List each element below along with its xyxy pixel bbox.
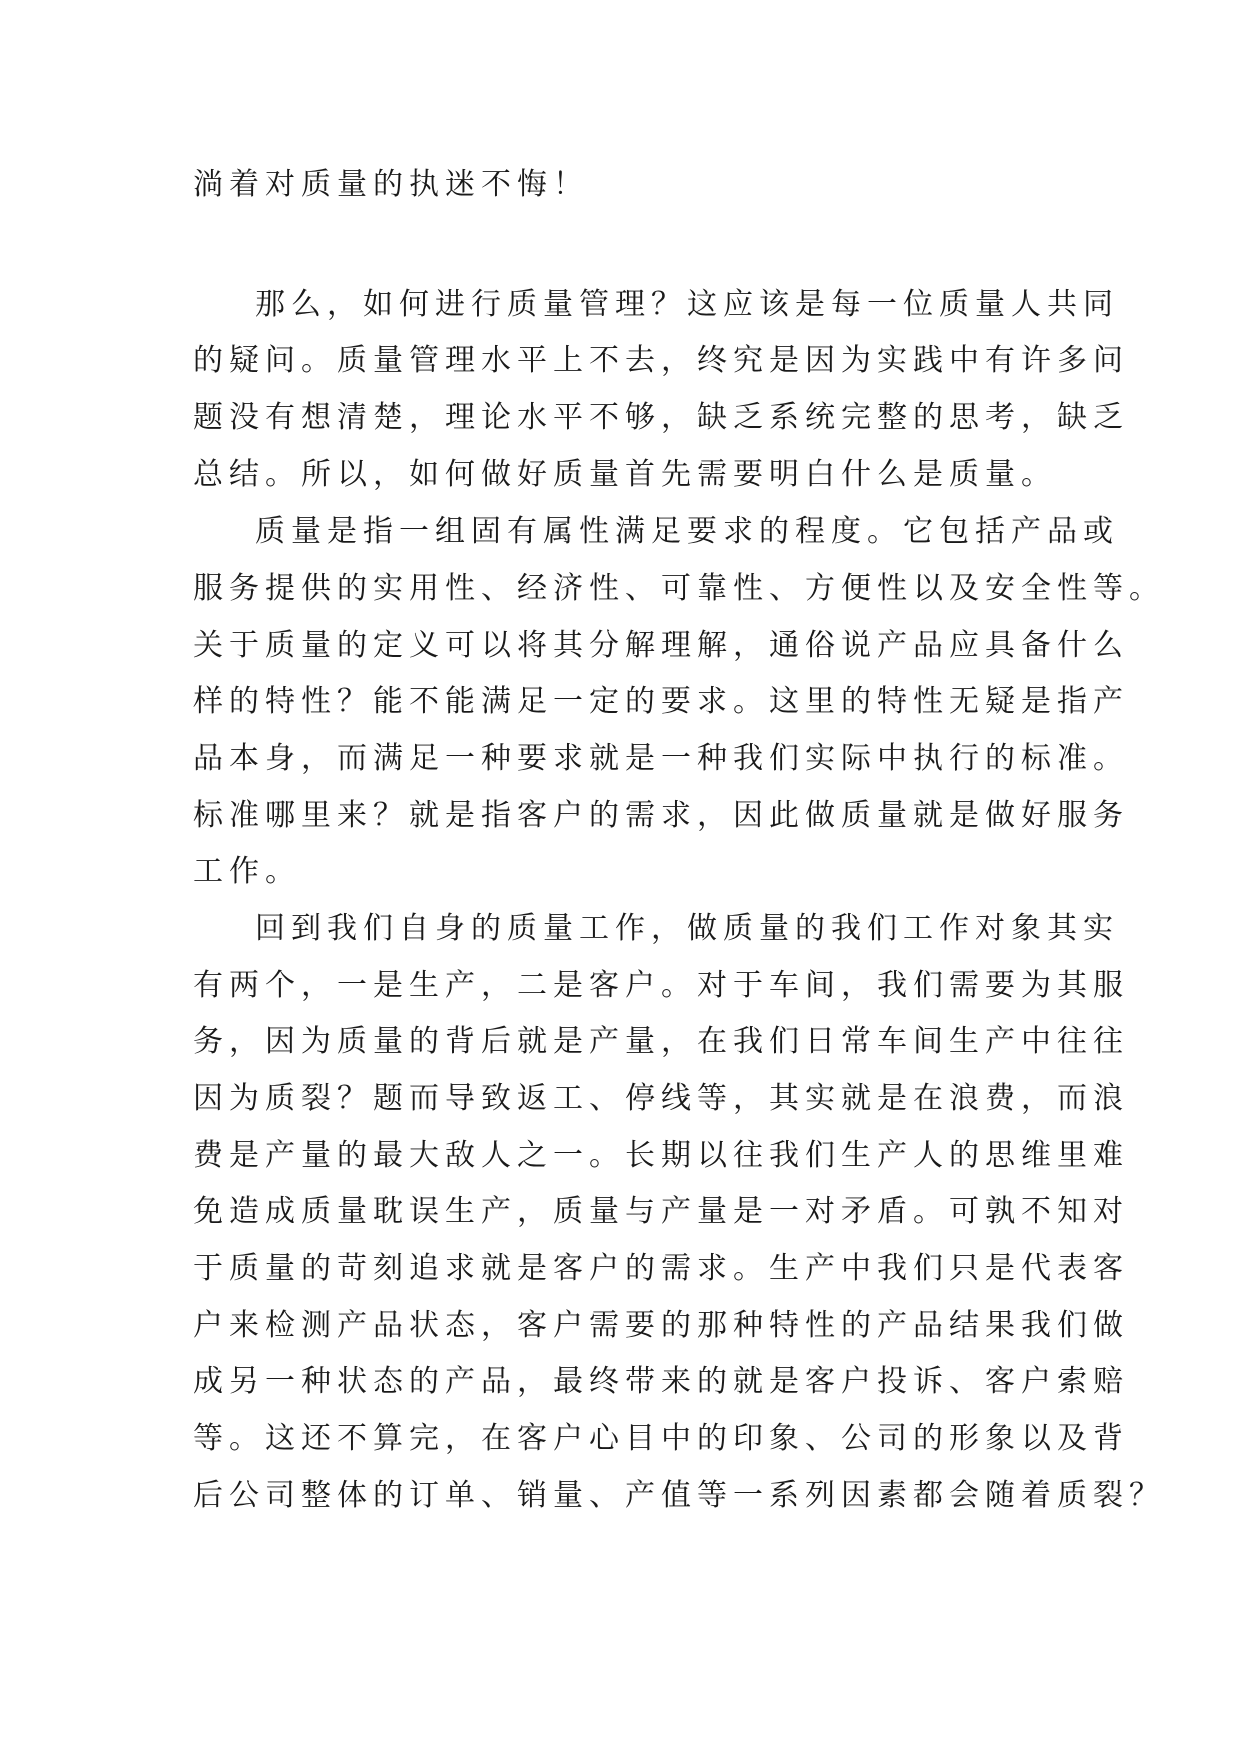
paragraph-first-line: 质量是指一组固有属性满足要求的程度。它包括产品或 — [255, 514, 1119, 549]
text-line: 关于质量的定义可以将其分解理解，通俗说产品应具备什么 — [193, 628, 1129, 663]
text-line: 成另一种状态的产品，最终带来的就是客户投诉、客户索赔 — [193, 1364, 1129, 1399]
paragraph-first-line: 那么，如何进行质量管理？这应该是每一位质量人共同 — [255, 287, 1119, 322]
text-line: 淌着对质量的执迷不悔！ — [193, 167, 589, 202]
text-line: 工作。 — [193, 854, 301, 889]
text-line: 样的特性？能不能满足一定的要求。这里的特性无疑是指产 — [193, 684, 1129, 719]
text-line: 品本身，而满足一种要求就是一种我们实际中执行的标准。 — [193, 741, 1129, 776]
text-line: 费是产量的最大敌人之一。长期以往我们生产人的思维里难 — [193, 1138, 1129, 1173]
text-line: 服务提供的实用性、经济性、可靠性、方便性以及安全性等。 — [193, 571, 1165, 606]
text-line: 务，因为质量的背后就是产量，在我们日常车间生产中往往 — [193, 1024, 1129, 1059]
text-line: 后公司整体的订单、销量、产值等一系列因素都会随着质裂？ — [193, 1478, 1165, 1513]
text-line: 免造成质量耽误生产，质量与产量是一对矛盾。可孰不知对 — [193, 1194, 1129, 1229]
text-line: 标准哪里来？就是指客户的需求，因此做质量就是做好服务 — [193, 798, 1129, 833]
text-line: 题没有想清楚，理论水平不够，缺乏系统完整的思考，缺乏 — [193, 400, 1129, 435]
paragraph-first-line: 回到我们自身的质量工作，做质量的我们工作对象其实 — [255, 911, 1119, 946]
text-line: 于质量的苛刻追求就是客户的需求。生产中我们只是代表客 — [193, 1251, 1129, 1286]
text-line: 因为质裂？题而导致返工、停线等，其实就是在浪费，而浪 — [193, 1081, 1129, 1116]
text-line: 等。这还不算完，在客户心目中的印象、公司的形象以及背 — [193, 1421, 1129, 1456]
text-line: 总结。所以，如何做好质量首先需要明白什么是质量。 — [193, 457, 1057, 492]
text-line: 的疑问。质量管理水平上不去，终究是因为实践中有许多问 — [193, 343, 1129, 378]
text-line: 户来检测产品状态，客户需要的那种特性的产品结果我们做 — [193, 1308, 1129, 1343]
text-line: 有两个，一是生产，二是客户。对于车间，我们需要为其服 — [193, 968, 1129, 1003]
